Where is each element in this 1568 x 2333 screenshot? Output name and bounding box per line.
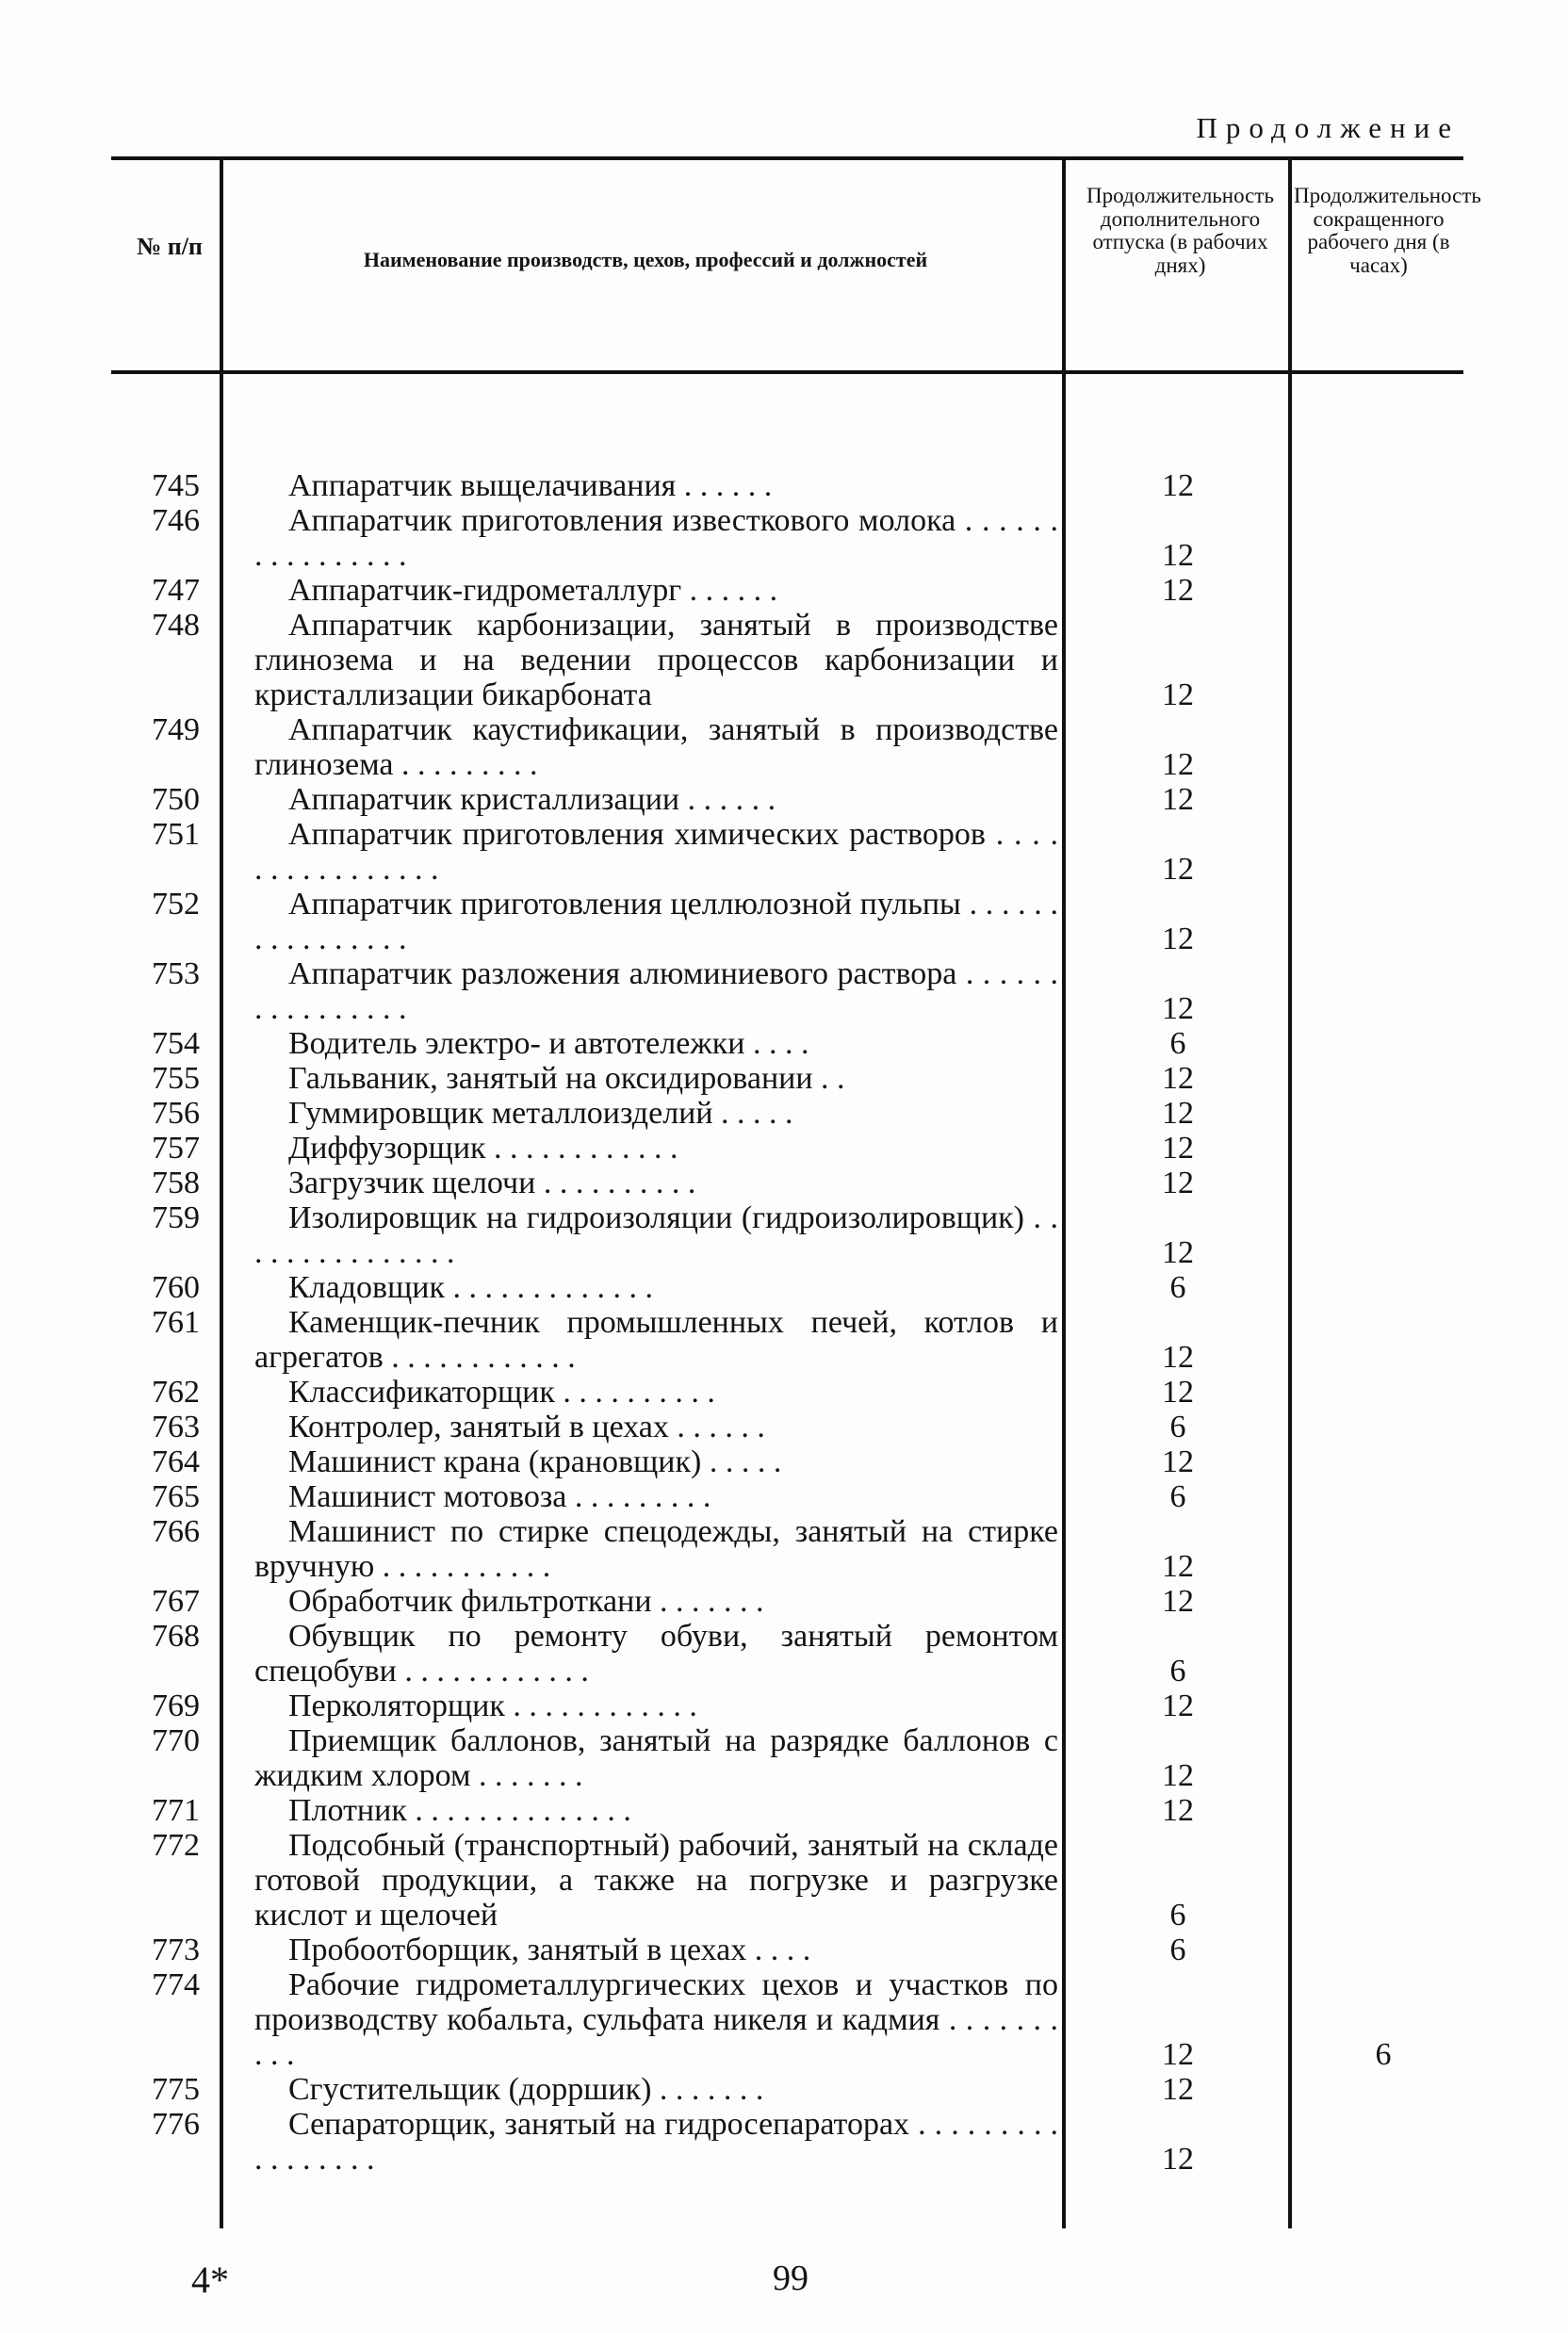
row-number: 756 [152, 1096, 200, 1131]
row-number: 752 [152, 887, 200, 922]
table-row [0, 1096, 1568, 1131]
table-row [0, 782, 1568, 817]
row-number: 762 [152, 1375, 200, 1410]
row-number: 761 [152, 1305, 200, 1340]
table-row [0, 468, 1568, 503]
table-row [0, 2107, 1568, 2177]
row-leave-days: 6 [1169, 1026, 1186, 1061]
row-leave-days: 12 [1162, 1166, 1194, 1200]
row-profession: Плотник . . . . . . . . . . . . . . [288, 1793, 631, 1828]
row-number: 755 [152, 1061, 200, 1096]
table-row [0, 1200, 1568, 1270]
row-profession: Аппаратчик-гидрометаллург . . . . . . [288, 573, 778, 608]
row-leave-days: 12 [1162, 1340, 1194, 1375]
row-number: 770 [152, 1723, 200, 1758]
table-row [0, 2072, 1568, 2107]
row-leave-days: 12 [1162, 1131, 1194, 1166]
row-leave-days: 12 [1162, 1096, 1194, 1131]
table-body [0, 468, 1568, 2177]
row-profession: Обувщик по ремонту обуви, занятый ремонтом спецобуви . . . . . . . . . . . . [254, 1619, 1058, 1689]
row-number: 764 [152, 1444, 200, 1479]
row-leave-days: 12 [1162, 468, 1194, 503]
row-leave-days: 12 [1162, 1549, 1194, 1584]
table-row [0, 712, 1568, 782]
row-leave-days: 12 [1162, 1793, 1194, 1828]
row-number: 771 [152, 1793, 200, 1828]
row-number: 765 [152, 1479, 200, 1514]
table-row [0, 1061, 1568, 1096]
row-profession: Кладовщик . . . . . . . . . . . . . [288, 1270, 653, 1305]
row-profession: Изолировщик на гидроизоляции (гидроизолировщик) . . . . . . . . . . . . . . . [254, 1200, 1058, 1270]
row-leave-days: 12 [1162, 1689, 1194, 1723]
row-number: 745 [152, 468, 200, 503]
row-leave-days: 12 [1162, 1584, 1194, 1619]
continued-label: Продолжение [1196, 111, 1460, 144]
row-leave-days: 6 [1169, 1654, 1186, 1689]
table-top-rule [111, 156, 1463, 160]
row-profession: Аппаратчик приготовления химических растворов . . . . . . . . . . . . . . . . [254, 817, 1058, 887]
row-number: 772 [152, 1828, 200, 1863]
table-row [0, 1584, 1568, 1619]
row-profession: Классификаторщик . . . . . . . . . . [288, 1375, 715, 1410]
row-profession: Сгустительщик (дорршик) . . . . . . . [288, 2072, 764, 2107]
row-profession: Диффузорщик . . . . . . . . . . . . [288, 1131, 678, 1166]
row-profession: Аппаратчик приготовления целлюлозной пульпы . . . . . . . . . . . . . . . . [254, 887, 1058, 956]
row-leave-days: 12 [1162, 991, 1194, 1026]
signature-mark: 4* [191, 2259, 229, 2301]
row-number: 774 [152, 1967, 200, 2002]
header-bottom-rule [111, 370, 1463, 374]
row-leave-days: 12 [1162, 852, 1194, 887]
row-profession: Аппаратчик выщелачивания . . . . . . [288, 468, 773, 503]
row-number: 749 [152, 712, 200, 747]
table-row [0, 1166, 1568, 1200]
row-profession: Рабочие гидрометаллургических цехов и участков по производству кобальта, сульфата никеля и кадмия . . . . . . . . . . [254, 1967, 1058, 2072]
table-row [0, 1270, 1568, 1305]
row-number: 757 [152, 1131, 200, 1166]
row-leave-days: 6 [1169, 1410, 1186, 1444]
table-row [0, 1723, 1568, 1793]
row-profession: Машинист крана (крановщик) . . . . . [288, 1444, 782, 1479]
row-number: 751 [152, 817, 200, 852]
header-leave-days: Продолжительность дополнительного отпуска (в рабочих днях) [1086, 184, 1274, 277]
row-profession: Водитель электро- и автотележки . . . . [288, 1026, 809, 1061]
table-row [0, 887, 1568, 956]
row-number: 758 [152, 1166, 200, 1200]
header-name: Наименование производств, цехов, профессий и должностей [363, 248, 928, 271]
row-leave-days: 12 [1162, 747, 1194, 782]
row-leave-days: 12 [1162, 538, 1194, 573]
row-number: 768 [152, 1619, 200, 1654]
row-number: 766 [152, 1514, 200, 1549]
table-row [0, 1828, 1568, 1933]
row-leave-days: 12 [1162, 1758, 1194, 1793]
row-leave-days: 12 [1162, 1375, 1194, 1410]
row-number: 763 [152, 1410, 200, 1444]
table-row [0, 1689, 1568, 1723]
row-number: 746 [152, 503, 200, 538]
table-row [0, 956, 1568, 1026]
row-profession: Машинист по стирке спецодежды, занятый на стирке вручную . . . . . . . . . . . [254, 1514, 1058, 1584]
row-leave-days: 6 [1169, 1898, 1186, 1933]
row-profession: Гуммировщик металлоизделий . . . . . [288, 1096, 793, 1131]
row-leave-days: 6 [1169, 1933, 1186, 1967]
row-profession: Аппаратчик кристаллизации . . . . . . [288, 782, 776, 817]
page-number: 99 [773, 2259, 808, 2298]
row-profession: Приемщик баллонов, занятый на разрядке баллонов с жидким хлором . . . . . . . [254, 1723, 1058, 1793]
table-row [0, 503, 1568, 573]
table-row [0, 1619, 1568, 1689]
row-profession: Контролер, занятый в цехах . . . . . . [288, 1410, 765, 1444]
table-row [0, 573, 1568, 608]
row-profession: Подсобный (транспортный) рабочий, занятый на складе готовой продукции, а также на погрузке и разгрузке кислот и щелочей [254, 1828, 1058, 1933]
row-number: 769 [152, 1689, 200, 1723]
row-profession: Пробоотборщик, занятый в цехах . . . . [288, 1933, 811, 1967]
row-number: 747 [152, 573, 200, 608]
row-number: 775 [152, 2072, 200, 2107]
row-profession: Загрузчик щелочи . . . . . . . . . . [288, 1166, 696, 1200]
row-profession: Аппаратчик карбонизации, занятый в производстве глинозема и на ведении процессов карбонизации и кристаллизации бикарбоната [254, 608, 1058, 712]
table-row [0, 1410, 1568, 1444]
row-number: 748 [152, 608, 200, 643]
table-row [0, 1131, 1568, 1166]
row-profession: Сепараторщик, занятый на гидросепараторах . . . . . . . . . . . . . . . . . [254, 2107, 1058, 2177]
row-profession: Машинист мотовоза . . . . . . . . . [288, 1479, 711, 1514]
header-short-day-hours: Продолжительность сокращенного рабочего дня (в часах) [1294, 184, 1481, 277]
table-row [0, 1026, 1568, 1061]
row-leave-days: 6 [1169, 1270, 1186, 1305]
row-leave-days: 12 [1162, 573, 1194, 608]
row-number: 760 [152, 1270, 200, 1305]
row-leave-days: 12 [1162, 1061, 1194, 1096]
table-row [0, 1375, 1568, 1410]
row-profession: Гальваник, занятый на оксидировании . . [288, 1061, 845, 1096]
row-leave-days: 12 [1162, 1235, 1194, 1270]
row-number: 759 [152, 1200, 200, 1235]
row-leave-days: 12 [1162, 2072, 1194, 2107]
table-row [0, 1793, 1568, 1828]
row-profession: Аппаратчик каустификации, занятый в производстве глинозема . . . . . . . . . [254, 712, 1058, 782]
row-profession: Перколяторщик . . . . . . . . . . . . [288, 1689, 697, 1723]
row-number: 753 [152, 956, 200, 991]
row-profession: Аппаратчик разложения алюминиевого раствора . . . . . . . . . . . . . . . . [254, 956, 1058, 1026]
row-number: 767 [152, 1584, 200, 1619]
row-number: 773 [152, 1933, 200, 1967]
row-leave-days: 12 [1162, 922, 1194, 956]
row-number: 750 [152, 782, 200, 817]
table-row [0, 608, 1568, 712]
table-row [0, 817, 1568, 887]
row-leave-days: 12 [1162, 2037, 1194, 2072]
row-profession: Каменщик-печник промышленных печей, котлов и агрегатов . . . . . . . . . . . . [254, 1305, 1058, 1375]
table-row [0, 1967, 1568, 2072]
table-row [0, 1933, 1568, 1967]
table-row [0, 1305, 1568, 1375]
table-row [0, 1479, 1568, 1514]
row-profession: Обработчик фильтроткани . . . . . . . [288, 1584, 764, 1619]
row-leave-days: 12 [1162, 2142, 1194, 2177]
row-number: 776 [152, 2107, 200, 2142]
row-leave-days: 12 [1162, 677, 1194, 712]
row-number: 754 [152, 1026, 200, 1061]
row-profession: Аппаратчик приготовления известкового молока . . . . . . . . . . . . . . . . [254, 503, 1058, 573]
row-leave-days: 6 [1169, 1479, 1186, 1514]
table-row [0, 1514, 1568, 1584]
table-row [0, 1444, 1568, 1479]
row-short-day-hours: 6 [1375, 2037, 1392, 2072]
header-number: № п/п [137, 233, 203, 260]
row-leave-days: 12 [1162, 1444, 1194, 1479]
row-leave-days: 12 [1162, 782, 1194, 817]
